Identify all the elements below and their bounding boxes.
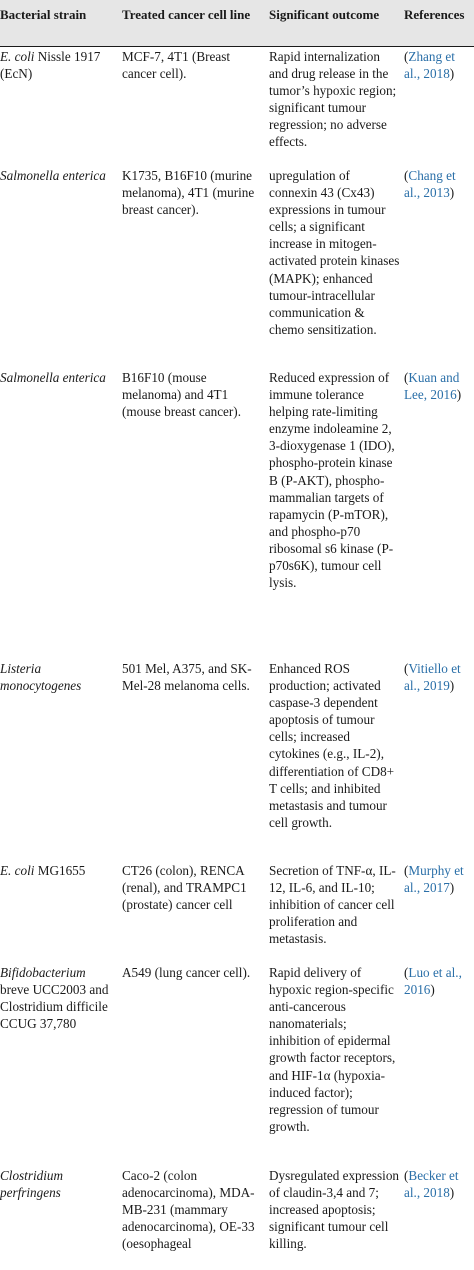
reference-cell[interactable]: [404, 48, 474, 82]
cell-line-cell: A549 (lung cancer cell).: [122, 965, 251, 980]
reference-link[interactable]: ( Kuan and Lee, 2016 ): [404, 370, 461, 402]
reference-link[interactable]: ( Murphy et al., 2017 ): [404, 863, 464, 895]
reference-cell[interactable]: [404, 862, 474, 896]
strain-cell: [0, 369, 114, 386]
reference-link[interactable]: ( Vitiello et al., 2019 ): [404, 661, 461, 693]
strain-cell: [0, 862, 114, 879]
reference-cell[interactable]: [404, 167, 474, 201]
cell-line-cell: MCF-7, 4T1 (Breast cancer cell).: [122, 49, 231, 82]
strain-cell: [0, 167, 114, 184]
outcome-cell: Dysregulated expression of claudin-3,4 and 7; increased apoptosis; significant tumour cell killing.: [269, 1168, 400, 1252]
outcome-cell: upregulation of connexin 43 (Cx43) expressions in tumour cells; a significant increase in mitogen-activated protein kinases (MAPK); enhanced tumour-intracellular communication & chemo sensitization.: [269, 168, 400, 337]
reference-link[interactable]: ( Chang et al., 2013 ): [404, 168, 456, 200]
reference-cell[interactable]: [404, 369, 474, 403]
strain-italic: Listeria monocytogenes: [0, 661, 82, 694]
strain-cell: [0, 660, 114, 694]
reference-link[interactable]: ( Becker et al., 2018 ): [404, 1168, 459, 1200]
header-strain: Bacterial strain: [0, 7, 87, 22]
strain-italic: Clostridium perfringens: [0, 1168, 64, 1201]
cell-line-cell: 501 Mel, A375, and SK-Mel-28 melanoma cells.: [122, 661, 252, 694]
cell-line-cell: K1735, B16F10 (murine melanoma), 4T1 (murine breast cancer).: [122, 168, 255, 218]
table-header: [0, 0, 474, 47]
outcome-cell: Enhanced ROS production; activated caspase-3 dependent apoptosis of tumour cells; increased cytokines (e.g., IL-2), differentiation of CD8+ T cells; and inhibited metastasis and tumour cell growth.: [269, 661, 395, 830]
strain-rest: breve UCC2003 and Clostridium difficile CCUG 37,780: [0, 982, 109, 1032]
strain-italic: Salmonella enterica: [0, 370, 106, 385]
outcome-cell: Secretion of TNF-α, IL-12, IL-6, and IL-10; inhibition of cancer cell proliferation and metastasis.: [269, 863, 396, 947]
strain-rest: MG1655: [34, 863, 86, 878]
header-references: References: [404, 7, 465, 22]
strain-italic: Salmonella enterica: [0, 168, 106, 183]
cell-line-cell: B16F10 (mouse melanoma) and 4T1 (mouse breast cancer).: [122, 370, 241, 420]
strain-italic: E. coli: [0, 49, 35, 64]
cell-line-cell: Caco-2 (colon adenocarcinoma), MDA-MB-231 (mammary adenocarcinoma), OE-33 (oesophageal: [122, 1168, 255, 1252]
strain-cell: [0, 1167, 114, 1201]
outcome-cell: Rapid delivery of hypoxic region-specific anti-cancerous nanomaterials; inhibition of epidermal growth factor receptors, and HIF-1α (hypoxia-induced factor); regression of tumour growth.: [269, 965, 396, 1134]
strain-rest: Nissle 1917 (EcN): [0, 49, 101, 82]
strain-italic: E. coli: [0, 863, 35, 878]
strain-italic: Bifidobacterium: [0, 965, 86, 980]
strain-cell: [0, 48, 114, 82]
header-cell-line: Treated cancer cell line: [122, 7, 251, 22]
reference-cell[interactable]: [404, 1167, 474, 1201]
outcome-cell: Reduced expression of immune tolerance helping rate-limiting enzyme indoleamine 2, 3-dioxygenase 1 (IDO), phospho-protein kinase B (P-AKT), phospho-mammalian targets of rapamycin (P-mTOR), and phospho-p70 ribosomal s6 kinase (P-p70s6K), tumour cell lysis.: [269, 370, 395, 591]
header-outcome: Significant outcome: [269, 7, 380, 22]
reference-cell[interactable]: [404, 660, 474, 694]
cell-line-cell: CT26 (colon), RENCA (renal), and TRAMPC1 (prostate) cancer cell: [122, 863, 247, 913]
outcome-cell: Rapid internalization and drug release in the tumor’s hypoxic region; significant tumour regression; no adverse effects.: [269, 49, 397, 150]
reference-link[interactable]: ( Zhang et al., 2018 ): [404, 49, 455, 81]
strain-cell: [0, 964, 114, 1032]
reference-link[interactable]: ( Luo et al., 2016 ): [404, 965, 462, 997]
reference-cell[interactable]: [404, 964, 474, 998]
